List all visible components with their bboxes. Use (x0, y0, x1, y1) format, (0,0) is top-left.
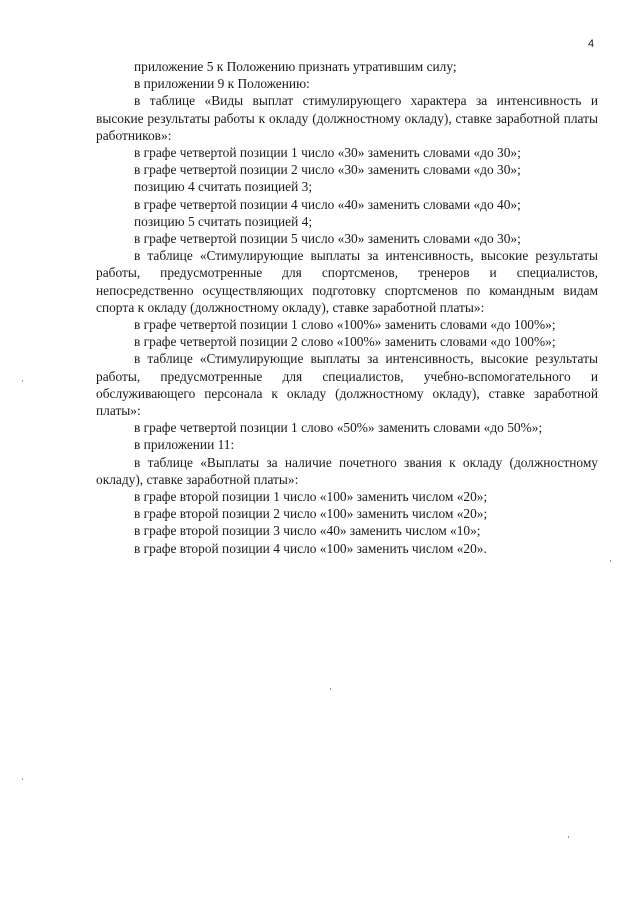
page-number: 4 (588, 38, 595, 50)
scan-speck (568, 836, 569, 838)
paragraph: в графе второй позиции 1 число «100» заменить числом «20»; (134, 489, 488, 505)
paragraph: в приложении 11: (134, 437, 235, 453)
paragraph: приложение 5 к Положению признать утратившим силу; (134, 59, 457, 74)
document-body (96, 58, 598, 557)
paragraph: в графе четвертой позиции 1 слово «50%» заменить словами «до 50%»; (134, 420, 543, 436)
scan-speck (610, 560, 611, 562)
paragraph: позицию 5 считать позицией 4; (134, 213, 313, 229)
paragraph: в графе второй позиции 3 число «40» заменить числом «10»; (134, 523, 481, 539)
paragraph: в таблице «Выплаты за наличие почетного звания к окладу (должностному окладу), ставке заработной платы»: (96, 454, 598, 487)
scan-speck (330, 688, 331, 690)
paragraph: в графе второй позиции 2 число «100» заменить числом «20»; (134, 506, 488, 522)
paragraph: позицию 4 считать позицией 3; (134, 179, 313, 195)
paragraph: в таблице «Виды выплат стимулирующего характера за интенсивность и высокие результаты работы к окладу (должностному окладу), ставке заработной платы работников»: (96, 93, 598, 143)
scan-speck (22, 778, 23, 780)
paragraph: в приложении 9 к Положению: (134, 76, 310, 92)
paragraph: в графе второй позиции 4 число «100» заменить числом «20». (134, 540, 487, 556)
paragraph: в графе четвертой позиции 2 число «30» заменить словами «до 30»; (134, 162, 521, 178)
paragraph: в графе четвертой позиции 4 число «40» заменить словами «до 40»; (134, 196, 521, 212)
scan-speck (22, 380, 23, 382)
paragraph: в графе четвертой позиции 2 слово «100%» заменить словами «до 100%»; (134, 334, 556, 350)
paragraph: в графе четвертой позиции 5 число «30» заменить словами «до 30»; (134, 231, 521, 247)
paragraph: в графе четвертой позиции 1 слово «100%» заменить словами «до 100%»; (134, 317, 556, 333)
paragraph: в таблице «Стимулирующие выплаты за интенсивность, высокие результаты работы, предусмотренные для спортсменов, тренеров и специалистов, непосредственно осуществляющих подготовку спортсменов по командным видам спорта к окладу (должностному окладу), ставке заработной платы»: (96, 248, 598, 315)
paragraph: в таблице «Стимулирующие выплаты за интенсивность, высокие результаты работы, предусмотренные для специалистов, учебно-вспомогательного и обслуживающего персонала к окладу (должностному окладу), ставке заработной платы»: (96, 351, 598, 419)
paragraph: в графе четвертой позиции 1 число «30» заменить словами «до 30»; (134, 145, 521, 161)
